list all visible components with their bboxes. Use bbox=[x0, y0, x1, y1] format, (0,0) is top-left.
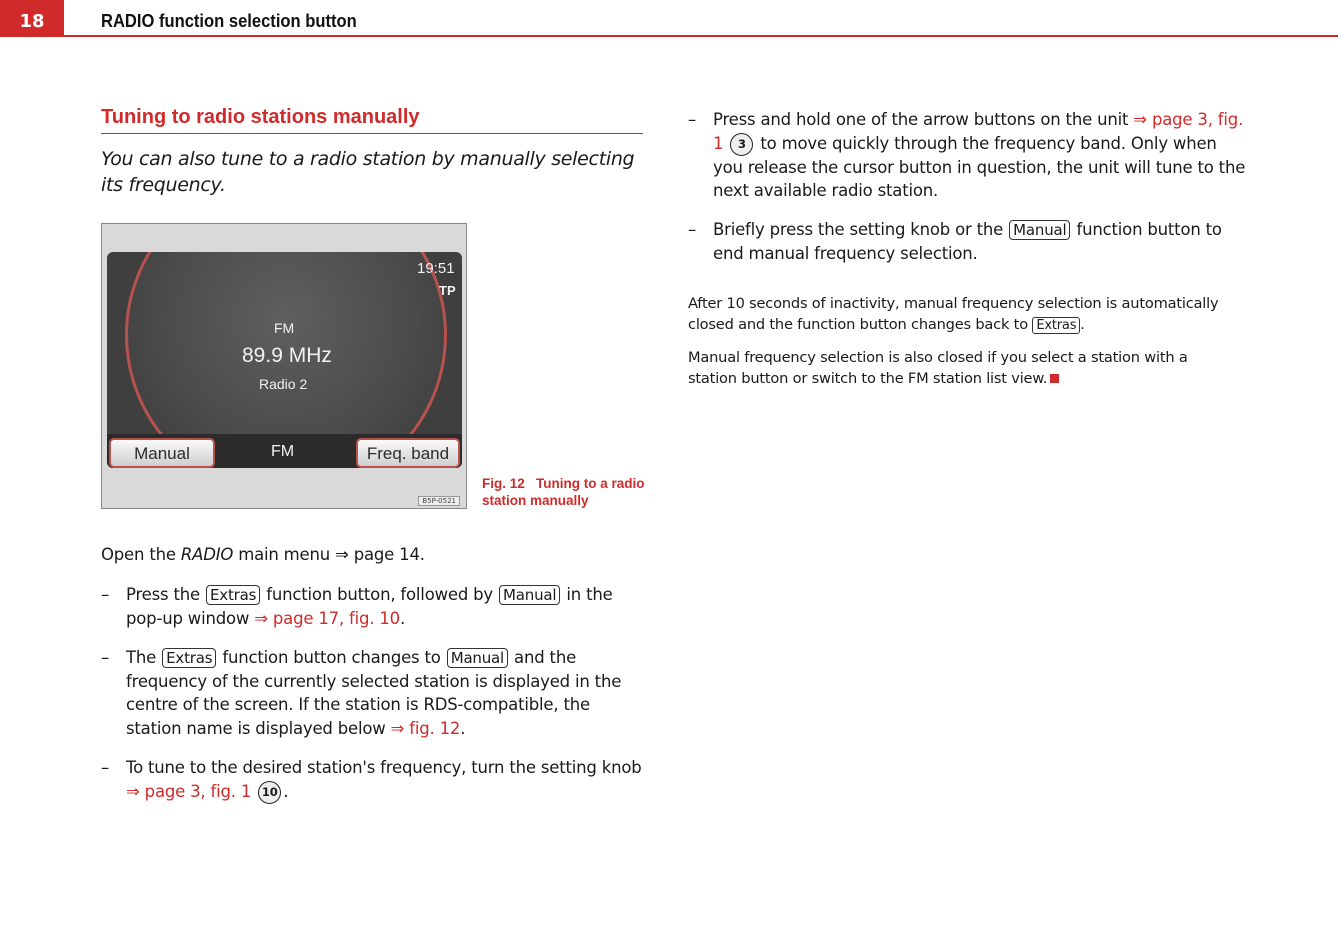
tp-indicator: TP bbox=[439, 283, 456, 298]
frequency-readout: 89.9 MHz bbox=[242, 344, 332, 367]
note-text: Manual frequency selection is also closed if you select a station with a station button or switch to the FM station list view. bbox=[688, 349, 1188, 387]
extras-button-ref: Extras bbox=[162, 648, 216, 668]
dash: – bbox=[688, 110, 697, 129]
radio-emphasis: RADIO bbox=[180, 545, 234, 564]
step-text: function button, followed by bbox=[261, 585, 499, 604]
step-text: . bbox=[283, 781, 289, 801]
freq-band-softkey[interactable]: Freq. band bbox=[356, 438, 460, 468]
caption-number: Fig. 12 bbox=[482, 476, 525, 491]
callout-number: 3 bbox=[730, 133, 753, 156]
open-link-text: main menu ⇒ page 14. bbox=[233, 545, 425, 564]
section-title: Tuning to radio stations manually bbox=[101, 106, 643, 134]
figure-code: B5P-0521 bbox=[418, 496, 460, 506]
open-radio-line bbox=[101, 543, 646, 567]
right-step-1 bbox=[688, 108, 1248, 203]
note-text: . bbox=[1080, 316, 1085, 333]
manual-button-ref: Manual bbox=[499, 585, 560, 605]
header-title: RADIO function selection button bbox=[101, 11, 357, 31]
step-text: Briefly press the setting knob or the bbox=[713, 220, 1009, 239]
section-intro: You can also tune to a radio station by manually selecting its frequency. bbox=[101, 148, 635, 196]
right-step-2 bbox=[688, 218, 1248, 265]
extras-button-ref: Extras bbox=[1032, 317, 1080, 334]
note-text: After 10 seconds of inactivity, manual frequency selection is automatically closed and the function button changes back to bbox=[688, 295, 1219, 333]
dash: – bbox=[101, 585, 110, 604]
end-of-section-square-icon bbox=[1050, 374, 1059, 383]
page-link[interactable]: ⇒ page 3, fig. 1 bbox=[713, 110, 1244, 153]
radio-display bbox=[107, 252, 462, 468]
caption-text: Tuning to a radio station manually bbox=[482, 476, 645, 508]
manual-button-ref: Manual bbox=[1009, 220, 1070, 240]
step-text: . bbox=[399, 608, 406, 628]
clock: 19:51 bbox=[417, 260, 455, 277]
step-text: and the frequency of the currently selected station is displayed in the centre of the screen. If the station is RDS-compatible, the station name is displayed below bbox=[126, 648, 622, 738]
fm-label: FM bbox=[271, 443, 295, 460]
radio-screen-figure bbox=[101, 223, 467, 509]
step-2 bbox=[101, 646, 646, 740]
figure-link[interactable]: ⇒ fig. 12 bbox=[390, 718, 461, 738]
dash: – bbox=[688, 220, 697, 239]
header-rule bbox=[0, 35, 1338, 37]
step-text: function button to end manual frequency selection. bbox=[713, 220, 1222, 263]
step-3 bbox=[101, 756, 646, 804]
page-number: 18 bbox=[0, 0, 64, 37]
step-text: Press and hold one of the arrow buttons on the unit bbox=[713, 110, 1134, 129]
manual-button-ref: Manual bbox=[447, 648, 508, 668]
note-station-button bbox=[688, 347, 1233, 389]
step-text: To tune to the desired station's frequency, turn the setting knob bbox=[126, 758, 642, 777]
band-label: FM bbox=[274, 320, 295, 336]
step-text: Press the bbox=[126, 585, 205, 604]
dash: – bbox=[101, 648, 110, 667]
figure-caption bbox=[482, 475, 652, 509]
step-text: in the pop-up window bbox=[126, 585, 613, 628]
extras-button-ref: Extras bbox=[206, 585, 260, 605]
step-text: The bbox=[126, 648, 162, 667]
dash: – bbox=[101, 758, 110, 777]
station-name: Radio 2 bbox=[259, 376, 308, 392]
callout-number: 10 bbox=[258, 781, 281, 804]
manual-softkey[interactable]: Manual bbox=[109, 438, 215, 468]
page-link[interactable]: ⇒ page 17, fig. 10 bbox=[254, 608, 400, 628]
note-inactivity bbox=[688, 293, 1233, 335]
step-text: to move quickly through the frequency band. Only when you release the cursor button in question, the unit will tune to the next available radio station. bbox=[713, 133, 1246, 200]
softkey-bar bbox=[107, 434, 462, 468]
page-link[interactable]: ⇒ page 3, fig. 1 bbox=[126, 781, 252, 801]
step-text: function button changes to bbox=[217, 648, 446, 667]
open-text: Open the bbox=[101, 545, 181, 564]
step-text: . bbox=[460, 718, 466, 738]
step-1 bbox=[101, 583, 646, 630]
